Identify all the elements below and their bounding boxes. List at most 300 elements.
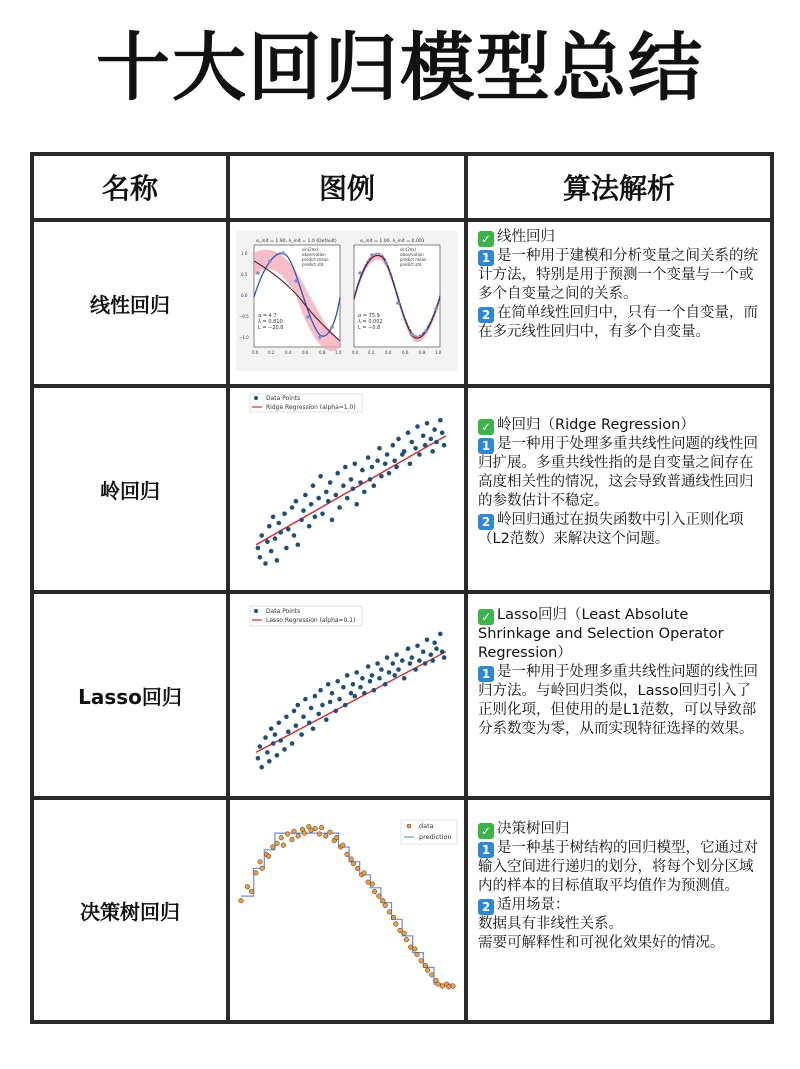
data-point xyxy=(430,658,435,663)
data-point xyxy=(417,452,422,457)
data-point xyxy=(383,682,388,687)
data-point xyxy=(375,458,380,463)
data-point xyxy=(370,465,375,470)
observation-point xyxy=(384,261,388,265)
y-tick-label: 0.0 xyxy=(241,293,248,298)
data-point xyxy=(328,830,333,835)
data-point xyxy=(326,499,331,504)
data-point xyxy=(366,664,371,669)
analysis-point: 需要可解释性和可视化效果好的情况。 xyxy=(478,935,725,951)
data-point xyxy=(438,418,443,423)
data-point xyxy=(421,434,426,439)
data-point xyxy=(301,715,306,720)
y-tick-label: −0.5 xyxy=(239,314,249,319)
data-point xyxy=(440,984,445,989)
data-point xyxy=(254,871,259,876)
data-point xyxy=(258,860,263,865)
data-point xyxy=(434,440,439,445)
data-point xyxy=(275,841,280,846)
data-point xyxy=(394,652,399,657)
legend-label: predict mean xyxy=(400,257,427,262)
data-point xyxy=(349,857,354,862)
data-point xyxy=(259,533,264,538)
annotation: α = 4.7 xyxy=(258,313,277,319)
data-point xyxy=(284,715,289,720)
analysis-point xyxy=(478,511,762,549)
data-point xyxy=(391,661,396,666)
data-point xyxy=(370,673,375,678)
annotation: L = −0.8 xyxy=(358,325,381,331)
data-point xyxy=(267,759,272,764)
analysis-point xyxy=(478,435,762,511)
annotation: α = 75.9 xyxy=(358,313,380,319)
analysis-point xyxy=(478,839,762,896)
observation-point xyxy=(294,279,298,283)
data-point xyxy=(294,499,299,504)
data-point xyxy=(309,828,314,833)
data-point xyxy=(345,496,350,501)
data-point xyxy=(351,861,356,866)
observation-point xyxy=(370,253,374,257)
data-point xyxy=(402,449,407,454)
data-point xyxy=(377,894,382,899)
number-one-icon: 1 xyxy=(478,438,494,454)
data-point xyxy=(307,524,312,529)
data-point xyxy=(309,502,314,507)
table-header-row xyxy=(32,154,772,220)
data-point xyxy=(316,712,321,717)
observation-point xyxy=(330,325,334,329)
data-point xyxy=(334,709,339,714)
data-point xyxy=(239,898,244,903)
data-point xyxy=(423,963,428,968)
header-analysis: 算法解析 xyxy=(466,154,772,220)
data-point xyxy=(362,490,367,495)
x-tick-label: 0.0 xyxy=(252,350,259,355)
data-point xyxy=(311,726,316,731)
y-tick-label: 1.0 xyxy=(241,251,248,256)
x-tick-label: 0.2 xyxy=(368,350,375,355)
observation-point xyxy=(268,259,272,263)
data-point xyxy=(355,866,360,871)
linear-regression-figure xyxy=(236,231,458,371)
data-point xyxy=(318,688,323,693)
data-point xyxy=(271,515,276,520)
number-two-icon: 2 xyxy=(478,514,494,530)
data-point xyxy=(432,641,437,646)
data-point xyxy=(421,649,426,654)
x-tick-label: 0.6 xyxy=(302,350,309,355)
data-point xyxy=(398,928,403,933)
data-point xyxy=(368,477,373,482)
decision-tree-figure xyxy=(233,808,461,1008)
analysis-cell xyxy=(466,798,772,1022)
data-point xyxy=(415,424,420,429)
legend-label: sin(2πx) xyxy=(400,247,417,252)
data-point xyxy=(362,871,367,876)
chart-title: α_init = 1.00, λ_init = 0.001 xyxy=(360,239,425,244)
legend-label: prediction xyxy=(419,833,452,841)
data-point xyxy=(343,703,348,708)
analysis-heading xyxy=(478,606,762,663)
number-two-icon: 2 xyxy=(478,307,494,323)
data-point xyxy=(273,732,278,737)
data-point xyxy=(400,658,405,663)
data-point xyxy=(258,744,263,749)
data-point xyxy=(451,984,456,989)
legend-marker-points xyxy=(254,396,258,400)
annotation: λ = 0.002 xyxy=(358,319,383,325)
data-point xyxy=(245,885,250,890)
data-point xyxy=(349,477,354,482)
data-point xyxy=(383,462,388,467)
data-point xyxy=(402,676,407,681)
data-point xyxy=(425,638,430,643)
data-point xyxy=(430,449,435,454)
data-point xyxy=(292,829,297,834)
data-point xyxy=(353,694,358,699)
analysis-cell xyxy=(466,386,772,592)
data-point xyxy=(406,430,411,435)
data-point xyxy=(309,706,314,711)
legend-label: Ridge Regression (alpha=1.0) xyxy=(266,404,356,411)
row-name: 决策树回归 xyxy=(32,798,228,1022)
data-point xyxy=(299,732,304,737)
ridge-regression-figure xyxy=(240,392,454,582)
analysis-cell xyxy=(466,592,772,798)
header-name: 名称 xyxy=(32,154,228,220)
data-point xyxy=(394,922,399,927)
table-row xyxy=(32,592,772,798)
figure-cell xyxy=(228,220,466,386)
data-point xyxy=(410,655,415,660)
data-point xyxy=(429,652,434,657)
observation-point xyxy=(318,335,322,339)
data-point xyxy=(419,959,424,964)
number-one-icon: 1 xyxy=(478,842,494,858)
legend-label: observation xyxy=(302,252,326,257)
data-point xyxy=(432,427,437,432)
check-icon: ✓ xyxy=(478,823,494,839)
row-name: 线性回归 xyxy=(32,220,228,386)
data-point xyxy=(258,555,263,560)
data-point xyxy=(434,646,439,651)
data-point xyxy=(290,837,295,842)
data-point xyxy=(375,661,380,666)
x-tick-label: 0.4 xyxy=(385,350,392,355)
analysis-heading xyxy=(478,820,762,839)
data-point xyxy=(319,825,324,830)
data-point xyxy=(284,546,289,551)
check-icon: ✓ xyxy=(478,419,494,435)
data-point xyxy=(423,661,428,666)
number-one-icon: 1 xyxy=(478,250,494,266)
figure-cell xyxy=(228,592,466,798)
data-point xyxy=(286,729,291,734)
data-point xyxy=(415,952,420,957)
data-point xyxy=(277,721,282,726)
data-point xyxy=(343,465,348,470)
data-point xyxy=(410,440,415,445)
figure-background xyxy=(240,392,454,582)
data-point xyxy=(269,726,274,731)
observation-point xyxy=(410,333,414,337)
data-point xyxy=(269,549,274,554)
data-point xyxy=(413,446,418,451)
observation-point xyxy=(256,271,260,275)
data-point xyxy=(330,518,335,523)
annotation: λ = 0.810 xyxy=(258,319,283,325)
data-point xyxy=(303,493,308,498)
data-point xyxy=(442,655,447,660)
data-point xyxy=(385,452,390,457)
observation-point xyxy=(281,251,285,255)
data-point xyxy=(299,518,304,523)
x-tick-label: 0.8 xyxy=(319,350,326,355)
x-tick-label: 1.0 xyxy=(335,350,342,355)
data-point xyxy=(387,670,392,675)
data-point xyxy=(266,854,271,859)
data-point xyxy=(377,676,382,681)
observation-point xyxy=(358,271,362,275)
data-point xyxy=(396,437,401,442)
point-text: 在简单线性回归中，只有一个自变量，而在多元线性回归中，有多个自变量。 xyxy=(478,305,758,340)
legend-label: observation xyxy=(400,252,424,257)
data-point xyxy=(256,756,261,761)
data-point xyxy=(271,845,276,850)
data-point xyxy=(296,703,301,708)
data-point xyxy=(402,931,407,936)
legend-label: sin(2πx) xyxy=(302,247,319,252)
data-point xyxy=(294,723,299,728)
data-point xyxy=(290,505,295,510)
point-text: 是一种用于处理多重共线性问题的线性回归扩展。多重共线性指的是自变量之间存在高度相关性的情况，这会导致普通线性回归的参数估计不稳定。 xyxy=(478,436,758,509)
data-point xyxy=(379,667,384,672)
data-point xyxy=(440,430,445,435)
data-point xyxy=(320,511,325,516)
data-point xyxy=(292,533,297,538)
data-point xyxy=(341,483,346,488)
legend-marker-points xyxy=(407,824,411,828)
data-point xyxy=(383,903,388,908)
header-figure: 图例 xyxy=(228,154,466,220)
x-tick-label: 0.4 xyxy=(285,350,292,355)
legend-label: Lasso Regression (alpha=0.1) xyxy=(266,617,356,624)
analysis-cell xyxy=(466,220,772,386)
data-point xyxy=(334,493,339,498)
data-point xyxy=(317,832,322,837)
data-point xyxy=(372,688,377,693)
data-point xyxy=(362,691,367,696)
data-point xyxy=(408,945,413,950)
check-icon: ✓ xyxy=(478,609,494,625)
data-point xyxy=(391,443,396,448)
data-point xyxy=(301,508,306,513)
analysis-heading xyxy=(478,416,762,435)
data-point xyxy=(387,910,392,915)
data-point xyxy=(313,515,318,520)
legend-label: Data Points xyxy=(266,608,301,615)
data-point xyxy=(263,735,268,740)
data-point xyxy=(334,835,339,840)
data-point xyxy=(415,644,420,649)
data-point xyxy=(311,483,316,488)
x-tick-label: 0.6 xyxy=(402,350,409,355)
heading-text: Lasso回归（Least Absolute Shrinkage and Selection Operator Regression） xyxy=(478,607,724,661)
data-point xyxy=(368,679,373,684)
data-point xyxy=(358,685,363,690)
analysis-point xyxy=(478,663,762,739)
point-text: 岭回归通过在损失函数中引入正则化项（L2范数）来解决这个问题。 xyxy=(478,512,744,547)
legend-label: predict std xyxy=(302,262,324,267)
data-point xyxy=(324,718,329,723)
data-point xyxy=(278,530,283,535)
data-point xyxy=(372,889,377,894)
data-point xyxy=(260,866,265,871)
table-row xyxy=(32,798,772,1022)
data-point xyxy=(354,670,359,675)
data-point xyxy=(249,889,254,894)
linear-right-panel xyxy=(352,238,442,355)
row-name: 岭回归 xyxy=(32,386,228,592)
regression-table xyxy=(30,152,774,1024)
legend-label: predict mean xyxy=(302,257,329,262)
data-point xyxy=(318,474,323,479)
point-text: 是一种基于树结构的回归模型，它通过对输入空间进行递归的划分，将每个划分区域内的样本的目标值取平均值作为预测值。 xyxy=(478,840,758,894)
data-point xyxy=(275,558,280,563)
data-point xyxy=(360,676,365,681)
data-point xyxy=(366,880,371,885)
data-point xyxy=(341,685,346,690)
point-text: 适用场景： xyxy=(497,897,570,913)
analysis-point xyxy=(478,247,762,304)
data-point xyxy=(324,490,329,495)
data-point xyxy=(404,937,409,942)
data-point xyxy=(406,646,411,651)
data-point xyxy=(392,673,397,678)
data-point xyxy=(408,462,413,467)
data-point xyxy=(341,843,346,848)
heading-text: 线性回归 xyxy=(497,229,555,245)
legend-label: data xyxy=(419,822,434,830)
data-point xyxy=(290,741,295,746)
x-tick-label: 0.0 xyxy=(352,350,359,355)
data-point xyxy=(277,521,282,526)
data-point xyxy=(413,947,418,952)
data-point xyxy=(282,747,287,752)
analysis-point xyxy=(478,304,762,342)
data-point xyxy=(282,511,287,516)
data-point xyxy=(436,982,441,987)
data-point xyxy=(447,985,452,990)
data-point xyxy=(256,546,261,551)
data-point xyxy=(392,458,397,463)
linear-left-panel xyxy=(239,238,342,355)
observation-point xyxy=(396,301,400,305)
data-point xyxy=(438,632,443,637)
data-point xyxy=(379,474,384,479)
x-tick-label: 0.2 xyxy=(268,350,275,355)
data-point xyxy=(279,835,284,840)
x-tick-label: 1.0 xyxy=(435,350,442,355)
data-point xyxy=(425,968,430,973)
data-point xyxy=(349,691,354,696)
data-point xyxy=(413,667,418,672)
row-name: Lasso回归 xyxy=(32,592,228,798)
figure-background xyxy=(240,598,454,788)
data-point xyxy=(328,480,333,485)
table-row xyxy=(32,386,772,592)
analysis-point xyxy=(478,896,762,915)
data-point xyxy=(358,480,363,485)
page-title: 十大回归模型总结 xyxy=(96,25,704,111)
data-point xyxy=(296,834,301,839)
legend-label: Data Points xyxy=(266,395,301,402)
y-tick-label: −1.0 xyxy=(239,335,249,340)
data-point xyxy=(394,465,399,470)
data-point xyxy=(326,682,331,687)
check-icon: ✓ xyxy=(478,231,494,247)
data-point xyxy=(360,468,365,473)
data-point xyxy=(351,487,356,492)
data-point xyxy=(353,462,358,467)
point-text: 是一种用于建模和分析变量之间关系的统计方法，特别是用于预测一个变量与一个或多个自变量之间的关系。 xyxy=(478,248,758,302)
data-point xyxy=(259,765,264,770)
data-point xyxy=(313,826,318,831)
data-point xyxy=(285,832,290,837)
data-point xyxy=(440,649,445,654)
y-tick-label: 0.5 xyxy=(241,272,248,277)
data-point xyxy=(307,721,312,726)
table-row xyxy=(32,220,772,386)
number-two-icon: 2 xyxy=(478,899,494,915)
data-point xyxy=(328,700,333,705)
observation-point xyxy=(424,329,428,333)
data-point xyxy=(275,753,280,758)
point-text: 是一种用于处理多重共线性问题的线性回归方法。与岭回归类似，Lasso回归引入了正则化项，但使用的是L1范数，可以导致部分系数变为零，从而实现特征选择的效果。 xyxy=(478,664,758,737)
data-point xyxy=(281,843,286,848)
data-point xyxy=(335,471,340,476)
data-point xyxy=(271,741,276,746)
heading-text: 决策树回归 xyxy=(497,821,570,837)
data-point xyxy=(292,709,297,714)
observation-point xyxy=(306,315,310,319)
analysis-point: 数据具有非线性关系。 xyxy=(478,916,623,932)
data-point xyxy=(302,831,307,836)
legend-label: predict std xyxy=(400,262,422,267)
data-point xyxy=(263,561,268,566)
data-point xyxy=(387,471,392,476)
data-point xyxy=(396,667,401,672)
analysis-heading xyxy=(478,228,762,247)
data-point xyxy=(324,834,329,839)
data-point xyxy=(381,898,386,903)
data-point xyxy=(316,496,321,501)
data-point xyxy=(330,691,335,696)
figure-cell xyxy=(228,386,466,592)
number-one-icon: 1 xyxy=(478,666,494,682)
data-point xyxy=(385,655,390,660)
data-point xyxy=(303,697,308,702)
x-tick-label: 0.8 xyxy=(419,350,426,355)
heading-text: 岭回归（Ridge Regression） xyxy=(497,417,695,433)
data-point xyxy=(320,703,325,708)
data-point xyxy=(408,661,413,666)
data-point xyxy=(345,852,350,857)
data-point xyxy=(430,973,435,978)
data-point xyxy=(273,536,278,541)
data-point xyxy=(286,527,291,532)
